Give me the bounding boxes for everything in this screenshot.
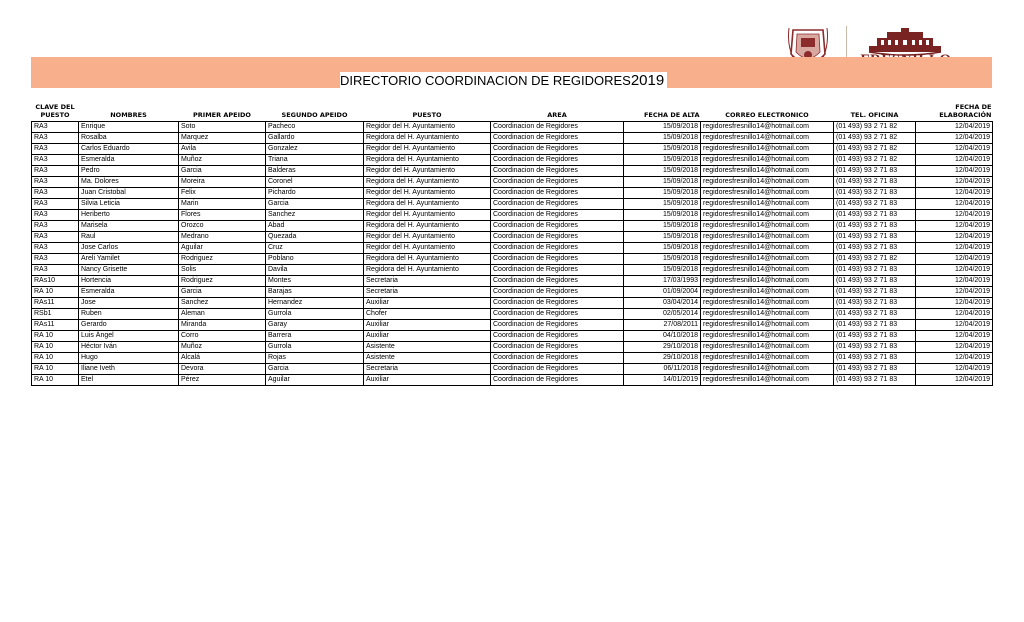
cell-fecha-alta: 01/09/2004 (624, 287, 701, 298)
cell-nombres: Gerardo (79, 320, 179, 331)
cell-fecha-elaboracion: 12/04/2019 (916, 155, 993, 166)
cell-fecha-elaboracion: 12/04/2019 (916, 122, 993, 133)
cell-area: Coordinacion de Regidores (491, 342, 624, 353)
cell-clave: RA 10 (32, 353, 79, 364)
title-year: 2019 (630, 72, 665, 89)
cell-primer-apeido: Garcia (179, 166, 266, 177)
cell-puesto: Auxiliar (364, 320, 491, 331)
cell-area: Coordinacion de Regidores (491, 309, 624, 320)
cell-correo: regidoresfresnillo14@hotmail.com (701, 320, 834, 331)
cell-fecha-alta: 14/01/2019 (624, 375, 701, 386)
cell-correo: regidoresfresnillo14@hotmail.com (701, 210, 834, 221)
cell-fecha-alta: 15/09/2018 (624, 155, 701, 166)
cell-clave: RA 10 (32, 331, 79, 342)
cell-correo: regidoresfresnillo14@hotmail.com (701, 243, 834, 254)
cell-primer-apeido: Aleman (179, 309, 266, 320)
cell-area: Coordinacion de Regidores (491, 320, 624, 331)
cell-tel-oficina: (01 493) 93 2 71 82 (834, 155, 916, 166)
cell-nombres: Hugo (79, 353, 179, 364)
cell-fecha-elaboracion: 12/04/2019 (916, 265, 993, 276)
cell-segundo-apeido: Coronel (266, 177, 364, 188)
cell-fecha-elaboracion: 12/04/2019 (916, 364, 993, 375)
cell-tel-oficina: (01 493) 93 2 71 83 (834, 265, 916, 276)
cell-tel-oficina: (01 493) 93 2 71 83 (834, 342, 916, 353)
cell-fecha-elaboracion: 12/04/2019 (916, 342, 993, 353)
cell-fecha-elaboracion: 12/04/2019 (916, 375, 993, 386)
column-header-nombres: NOMBRES (79, 95, 179, 122)
cell-primer-apeido: Felix (179, 188, 266, 199)
cell-nombres: Luis Ángel (79, 331, 179, 342)
column-header-clave: CLAVE DEL PUESTO (32, 95, 79, 122)
table-body (32, 122, 993, 386)
cell-correo: regidoresfresnillo14@hotmail.com (701, 298, 834, 309)
cell-primer-apeido: Flores (179, 210, 266, 221)
table-row (32, 221, 993, 232)
cell-clave: RA 10 (32, 375, 79, 386)
cell-nombres: Ma. Dolores (79, 177, 179, 188)
table-row (32, 342, 993, 353)
cell-segundo-apeido: Barrera (266, 331, 364, 342)
cell-tel-oficina: (01 493) 93 2 71 83 (834, 243, 916, 254)
cell-clave: RAs11 (32, 320, 79, 331)
cell-area: Coordinacion de Regidores (491, 210, 624, 221)
cell-segundo-apeido: Davila (266, 265, 364, 276)
cell-fecha-alta: 06/11/2018 (624, 364, 701, 375)
cell-fecha-alta: 15/09/2018 (624, 265, 701, 276)
cell-puesto: Secretaria (364, 287, 491, 298)
cell-tel-oficina: (01 493) 93 2 71 83 (834, 199, 916, 210)
cell-correo: regidoresfresnillo14@hotmail.com (701, 133, 834, 144)
cell-nombres: Pedro (79, 166, 179, 177)
cell-nombres: Esmeralda (79, 287, 179, 298)
cell-fecha-alta: 15/09/2018 (624, 166, 701, 177)
cell-tel-oficina: (01 493) 93 2 71 83 (834, 309, 916, 320)
cell-tel-oficina: (01 493) 93 2 71 82 (834, 144, 916, 155)
cell-fecha-elaboracion: 12/04/2019 (916, 243, 993, 254)
directory-table (31, 95, 993, 386)
cell-clave: RA 10 (32, 342, 79, 353)
cell-primer-apeido: Sanchez (179, 298, 266, 309)
cell-area: Coordinacion de Regidores (491, 353, 624, 364)
cell-fecha-alta: 15/09/2018 (624, 254, 701, 265)
cell-primer-apeido: Orozco (179, 221, 266, 232)
cell-area: Coordinacion de Regidores (491, 243, 624, 254)
cell-puesto: Regidora del H. Ayuntamiento (364, 155, 491, 166)
cell-tel-oficina: (01 493) 93 2 71 83 (834, 276, 916, 287)
cell-area: Coordinacion de Regidores (491, 287, 624, 298)
cell-tel-oficina: (01 493) 93 2 71 83 (834, 331, 916, 342)
cell-correo: regidoresfresnillo14@hotmail.com (701, 287, 834, 298)
cell-correo: regidoresfresnillo14@hotmail.com (701, 265, 834, 276)
table-row (32, 177, 993, 188)
table-row (32, 375, 993, 386)
cell-correo: regidoresfresnillo14@hotmail.com (701, 331, 834, 342)
cell-area: Coordinacion de Regidores (491, 199, 624, 210)
cell-fecha-alta: 15/09/2018 (624, 188, 701, 199)
table-row (32, 199, 993, 210)
cell-puesto: Regidora del H. Ayuntamiento (364, 265, 491, 276)
cell-fecha-alta: 15/09/2018 (624, 232, 701, 243)
cell-puesto: Regidor del H. Ayuntamiento (364, 166, 491, 177)
cell-nombres: Silvia Leticia (79, 199, 179, 210)
cell-primer-apeido: Alcalá (179, 353, 266, 364)
cell-primer-apeido: Corro (179, 331, 266, 342)
cell-tel-oficina: (01 493) 93 2 71 83 (834, 210, 916, 221)
cell-puesto: Regidor del H. Ayuntamiento (364, 144, 491, 155)
cell-puesto: Asistente (364, 353, 491, 364)
cell-segundo-apeido: Quezada (266, 232, 364, 243)
column-header-primer-apeido: PRIMER APEIDO (179, 95, 266, 122)
cell-puesto: Regidora del H. Ayuntamiento (364, 199, 491, 210)
cell-area: Coordinacion de Regidores (491, 265, 624, 276)
table-row (32, 331, 993, 342)
column-header-puesto: PUESTO (364, 95, 491, 122)
column-header-fecha-alta: FECHA DE ALTA (624, 95, 701, 122)
cell-segundo-apeido: Aguilar (266, 375, 364, 386)
cell-primer-apeido: Solis (179, 265, 266, 276)
cell-clave: RA3 (32, 188, 79, 199)
table-row (32, 144, 993, 155)
cell-clave: RA3 (32, 221, 79, 232)
cell-nombres: Esmeralda (79, 155, 179, 166)
cell-primer-apeido: Aguilar (179, 243, 266, 254)
cell-nombres: Etel (79, 375, 179, 386)
cell-tel-oficina: (01 493) 93 2 71 82 (834, 122, 916, 133)
table-row (32, 155, 993, 166)
cell-tel-oficina: (01 493) 93 2 71 83 (834, 287, 916, 298)
cell-clave: RA3 (32, 210, 79, 221)
cell-correo: regidoresfresnillo14@hotmail.com (701, 155, 834, 166)
cell-nombres: Héctor Iván (79, 342, 179, 353)
cell-puesto: Regidora del H. Ayuntamiento (364, 254, 491, 265)
cell-area: Coordinacion de Regidores (491, 122, 624, 133)
cell-correo: regidoresfresnillo14@hotmail.com (701, 375, 834, 386)
cell-tel-oficina: (01 493) 93 2 71 83 (834, 375, 916, 386)
table-row (32, 320, 993, 331)
cell-fecha-alta: 15/09/2018 (624, 210, 701, 221)
cell-nombres: Ruben (79, 309, 179, 320)
table-row (32, 188, 993, 199)
cell-correo: regidoresfresnillo14@hotmail.com (701, 188, 834, 199)
cell-fecha-alta: 15/09/2018 (624, 122, 701, 133)
cell-nombres: Enrique (79, 122, 179, 133)
cell-fecha-alta: 15/09/2018 (624, 243, 701, 254)
title-text: DIRECTORIO COORDINACION DE REGIDORES (340, 73, 631, 88)
table-row (32, 232, 993, 243)
cell-clave: RA3 (32, 199, 79, 210)
cell-correo: regidoresfresnillo14@hotmail.com (701, 364, 834, 375)
cell-primer-apeido: Medrano (179, 232, 266, 243)
cell-primer-apeido: Marquez (179, 133, 266, 144)
cell-area: Coordinacion de Regidores (491, 232, 624, 243)
cell-area: Coordinacion de Regidores (491, 188, 624, 199)
cell-tel-oficina: (01 493) 93 2 71 83 (834, 177, 916, 188)
cell-fecha-elaboracion: 12/04/2019 (916, 353, 993, 364)
cell-fecha-elaboracion: 12/04/2019 (916, 287, 993, 298)
column-header-area: AREA (491, 95, 624, 122)
cell-fecha-alta: 15/09/2018 (624, 144, 701, 155)
cell-puesto: Secretaria (364, 276, 491, 287)
cell-clave: RA3 (32, 133, 79, 144)
cell-fecha-alta: 27/08/2011 (624, 320, 701, 331)
cell-segundo-apeido: Montes (266, 276, 364, 287)
cell-correo: regidoresfresnillo14@hotmail.com (701, 342, 834, 353)
cell-area: Coordinacion de Regidores (491, 364, 624, 375)
cell-fecha-elaboracion: 12/04/2019 (916, 254, 993, 265)
cell-clave: RA3 (32, 265, 79, 276)
cell-clave: RA3 (32, 166, 79, 177)
cell-correo: regidoresfresnillo14@hotmail.com (701, 276, 834, 287)
cell-clave: RA 10 (32, 287, 79, 298)
cell-primer-apeido: Garcia (179, 287, 266, 298)
cell-fecha-elaboracion: 12/04/2019 (916, 331, 993, 342)
cell-segundo-apeido: Rojas (266, 353, 364, 364)
cell-nombres: Rosalba (79, 133, 179, 144)
cell-clave: RA 10 (32, 364, 79, 375)
table-row (32, 353, 993, 364)
cell-segundo-apeido: Pichardo (266, 188, 364, 199)
cell-segundo-apeido: Triana (266, 155, 364, 166)
cell-nombres: Hortencia (79, 276, 179, 287)
cell-fecha-elaboracion: 12/04/2019 (916, 298, 993, 309)
table-row (32, 254, 993, 265)
table-row (32, 265, 993, 276)
cell-puesto: Regidor del H. Ayuntamiento (364, 232, 491, 243)
cell-clave: RA3 (32, 254, 79, 265)
table-row (32, 364, 993, 375)
cell-tel-oficina: (01 493) 93 2 71 83 (834, 166, 916, 177)
table-row (32, 166, 993, 177)
cell-puesto: Regidor del H. Ayuntamiento (364, 122, 491, 133)
cell-puesto: Regidor del H. Ayuntamiento (364, 243, 491, 254)
cell-clave: RA3 (32, 177, 79, 188)
cell-fecha-elaboracion: 12/04/2019 (916, 144, 993, 155)
cell-nombres: Iliane Iveth (79, 364, 179, 375)
cell-segundo-apeido: Sanchez (266, 210, 364, 221)
cell-area: Coordinacion de Regidores (491, 133, 624, 144)
cell-clave: RA3 (32, 122, 79, 133)
cell-primer-apeido: Devora (179, 364, 266, 375)
cell-area: Coordinacion de Regidores (491, 331, 624, 342)
cell-primer-apeido: Moreira (179, 177, 266, 188)
cell-area: Coordinacion de Regidores (491, 254, 624, 265)
cell-segundo-apeido: Garay (266, 320, 364, 331)
table-row (32, 210, 993, 221)
cell-fecha-alta: 17/03/1993 (624, 276, 701, 287)
column-header-correo: CORREO ELECTRONICO (701, 95, 834, 122)
cell-segundo-apeido: Poblano (266, 254, 364, 265)
cell-puesto: Regidor del H. Ayuntamiento (364, 188, 491, 199)
column-header-tel-oficina: TEL. OFICINA (834, 95, 916, 122)
cell-area: Coordinacion de Regidores (491, 375, 624, 386)
cell-puesto: Auxiliar (364, 331, 491, 342)
cell-primer-apeido: Avila (179, 144, 266, 155)
cell-segundo-apeido: Gurrola (266, 342, 364, 353)
cell-primer-apeido: Rodriguez (179, 276, 266, 287)
cell-puesto: Regidora del H. Ayuntamiento (364, 221, 491, 232)
cell-puesto: Regidora del H. Ayuntamiento (364, 177, 491, 188)
cell-correo: regidoresfresnillo14@hotmail.com (701, 199, 834, 210)
cell-fecha-alta: 03/04/2014 (624, 298, 701, 309)
cell-puesto: Auxiliar (364, 375, 491, 386)
cell-correo: regidoresfresnillo14@hotmail.com (701, 177, 834, 188)
cell-tel-oficina: (01 493) 93 2 71 82 (834, 133, 916, 144)
cell-fecha-alta: 15/09/2018 (624, 177, 701, 188)
cell-area: Coordinacion de Regidores (491, 166, 624, 177)
cell-segundo-apeido: Pacheco (266, 122, 364, 133)
cell-fecha-elaboracion: 12/04/2019 (916, 221, 993, 232)
cell-area: Coordinacion de Regidores (491, 221, 624, 232)
cell-nombres: Marisela (79, 221, 179, 232)
cell-correo: regidoresfresnillo14@hotmail.com (701, 221, 834, 232)
cell-tel-oficina: (01 493) 93 2 71 83 (834, 298, 916, 309)
cell-correo: regidoresfresnillo14@hotmail.com (701, 166, 834, 177)
cell-fecha-elaboracion: 12/04/2019 (916, 188, 993, 199)
cell-correo: regidoresfresnillo14@hotmail.com (701, 144, 834, 155)
cell-area: Coordinacion de Regidores (491, 298, 624, 309)
cell-segundo-apeido: Gonzalez (266, 144, 364, 155)
cell-correo: regidoresfresnillo14@hotmail.com (701, 309, 834, 320)
cell-fecha-alta: 15/09/2018 (624, 221, 701, 232)
cell-fecha-alta: 15/09/2018 (624, 199, 701, 210)
cell-primer-apeido: Miranda (179, 320, 266, 331)
cell-nombres: Areli Yamilet (79, 254, 179, 265)
cell-fecha-alta: 29/10/2018 (624, 353, 701, 364)
cell-nombres: Jose (79, 298, 179, 309)
cell-segundo-apeido: Gurrola (266, 309, 364, 320)
cell-segundo-apeido: Balderas (266, 166, 364, 177)
cell-nombres: Jose Carlos (79, 243, 179, 254)
cell-puesto: Chofer (364, 309, 491, 320)
cell-puesto: Regidor del H. Ayuntamiento (364, 210, 491, 221)
cell-tel-oficina: (01 493) 93 2 71 83 (834, 320, 916, 331)
cell-fecha-elaboracion: 12/04/2019 (916, 177, 993, 188)
cell-tel-oficina: (01 493) 93 2 71 82 (834, 254, 916, 265)
cell-correo: regidoresfresnillo14@hotmail.com (701, 122, 834, 133)
cell-nombres: Carlos Eduardo (79, 144, 179, 155)
table-row (32, 298, 993, 309)
cell-segundo-apeido: Hernandez (266, 298, 364, 309)
cell-fecha-elaboracion: 12/04/2019 (916, 199, 993, 210)
cell-primer-apeido: Pérez (179, 375, 266, 386)
cell-clave: RA3 (32, 155, 79, 166)
cell-primer-apeido: Muñoz (179, 342, 266, 353)
column-header-segundo-apeido: SEGUNDO APEIDO (266, 95, 364, 122)
table-header (32, 95, 993, 122)
cell-primer-apeido: Soto (179, 122, 266, 133)
cell-puesto: Auxiliar (364, 298, 491, 309)
cell-fecha-elaboracion: 12/04/2019 (916, 133, 993, 144)
cell-area: Coordinacion de Regidores (491, 177, 624, 188)
cell-fecha-elaboracion: 12/04/2019 (916, 309, 993, 320)
table-row (32, 287, 993, 298)
cell-correo: regidoresfresnillo14@hotmail.com (701, 232, 834, 243)
cell-primer-apeido: Rodriguez (179, 254, 266, 265)
table-row (32, 133, 993, 144)
cell-puesto: Asistente (364, 342, 491, 353)
cell-segundo-apeido: Abad (266, 221, 364, 232)
cell-fecha-elaboracion: 12/04/2019 (916, 276, 993, 287)
cell-fecha-elaboracion: 12/04/2019 (916, 166, 993, 177)
cell-tel-oficina: (01 493) 93 2 71 83 (834, 221, 916, 232)
cell-fecha-alta: 29/10/2018 (624, 342, 701, 353)
cell-segundo-apeido: Barajas (266, 287, 364, 298)
cell-nombres: Heriberto (79, 210, 179, 221)
cell-puesto: Secretaria (364, 364, 491, 375)
cell-area: Coordinacion de Regidores (491, 155, 624, 166)
page-title (340, 72, 667, 89)
cell-area: Coordinacion de Regidores (491, 144, 624, 155)
cell-clave: RSb1 (32, 309, 79, 320)
cell-tel-oficina: (01 493) 93 2 71 83 (834, 232, 916, 243)
table-row (32, 122, 993, 133)
cell-segundo-apeido: Gallardo (266, 133, 364, 144)
cell-segundo-apeido: Garcia (266, 364, 364, 375)
cell-clave: RA3 (32, 144, 79, 155)
cell-nombres: Nancy Grisette (79, 265, 179, 276)
cell-fecha-alta: 04/10/2018 (624, 331, 701, 342)
cell-tel-oficina: (01 493) 93 2 71 83 (834, 188, 916, 199)
cell-tel-oficina: (01 493) 93 2 71 83 (834, 353, 916, 364)
cell-clave: RAs11 (32, 298, 79, 309)
cell-primer-apeido: Muñoz (179, 155, 266, 166)
cell-nombres: Raul (79, 232, 179, 243)
cell-correo: regidoresfresnillo14@hotmail.com (701, 254, 834, 265)
cell-primer-apeido: Marin (179, 199, 266, 210)
cell-fecha-elaboracion: 12/04/2019 (916, 210, 993, 221)
cell-clave: RA3 (32, 232, 79, 243)
cell-segundo-apeido: Cruz (266, 243, 364, 254)
cell-fecha-elaboracion: 12/04/2019 (916, 320, 993, 331)
cell-tel-oficina: (01 493) 93 2 71 83 (834, 364, 916, 375)
cell-clave: RA3 (32, 243, 79, 254)
table-row (32, 309, 993, 320)
cell-segundo-apeido: Garcia (266, 199, 364, 210)
cell-fecha-alta: 15/09/2018 (624, 133, 701, 144)
cell-correo: regidoresfresnillo14@hotmail.com (701, 353, 834, 364)
cell-clave: RAs10 (32, 276, 79, 287)
cell-nombres: Juan Cristobal (79, 188, 179, 199)
column-header-fecha-elaboracion: FECHA DE ELABORACIÓN (916, 95, 993, 122)
table-row (32, 276, 993, 287)
cell-fecha-alta: 02/05/2014 (624, 309, 701, 320)
cell-area: Coordinacion de Regidores (491, 276, 624, 287)
cell-puesto: Regidora del H. Ayuntamiento (364, 133, 491, 144)
cell-fecha-elaboracion: 12/04/2019 (916, 232, 993, 243)
table-row (32, 243, 993, 254)
